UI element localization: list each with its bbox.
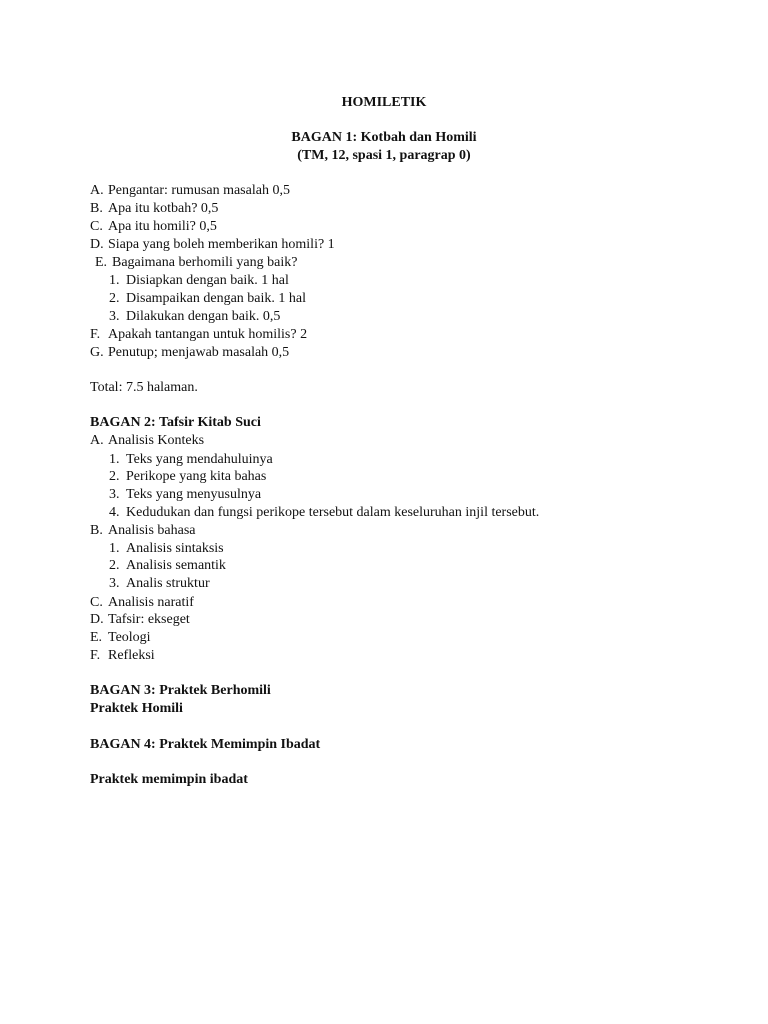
total-pages: Total: 7.5 halaman. [90,380,198,395]
list-item-text: Dilakukan dengan baik. 0,5 [126,309,281,324]
list-item-text: Perikope yang kita bahas [126,469,267,484]
list-item-text: Teks yang menyusulnya [126,487,262,502]
part3-subheading: Praktek Homili [90,701,183,716]
list-item-text: Disampaikan dengan baik. 1 hal [126,291,307,306]
list-marker: 3. [109,576,120,591]
list-item-text: Teks yang mendahuluinya [126,452,273,467]
list-item-text: Analisis semantik [126,558,226,573]
list-marker: 2. [109,469,120,484]
list-marker: 1. [109,452,120,467]
list-marker: G. [90,345,104,360]
list-item-text: Analisis Konteks [108,433,205,448]
list-item [90,236,335,254]
list-item [90,647,155,665]
list-item [90,200,218,218]
list-item-text: Analisis sintaksis [126,541,224,556]
list-item [109,451,273,469]
list-item-text: Bagaimana berhomili yang baik? [112,255,298,270]
list-item [90,432,204,450]
list-marker: D. [90,612,104,627]
list-marker: 1. [109,273,120,288]
list-item-text: Siapa yang boleh memberikan homili? 1 [108,237,335,252]
list-item-text: Penutup; menjawab masalah 0,5 [108,345,290,360]
list-item [90,522,195,540]
part4-subheading: Praktek memimpin ibadat [90,772,248,787]
list-marker: A. [90,433,104,448]
list-marker: A. [90,183,104,198]
list-item-text: Analis struktur [126,576,210,591]
list-marker: F. [90,327,101,342]
list-marker: 2. [109,291,120,306]
list-item [90,629,151,647]
list-item [95,254,297,272]
list-item [109,290,306,308]
list-item [90,594,194,612]
list-item [90,218,217,236]
part2-heading: BAGAN 2: Tafsir Kitab Suci [90,415,261,430]
list-marker: E. [95,255,108,270]
document-title: HOMILETIK [341,95,427,110]
list-item [109,486,261,504]
list-item [109,308,280,326]
list-item-text: Apa itu kotbah? 0,5 [108,201,219,216]
part1-heading: BAGAN 1: Kotbah dan Homili [291,130,477,145]
list-item [90,611,190,629]
part3-heading: BAGAN 3: Praktek Berhomili [90,683,271,698]
list-marker: B. [90,523,103,538]
list-item-text: Tafsir: ekseget [108,612,190,627]
part1-subheading: (TM, 12, spasi 1, paragrap 0) [297,148,471,163]
list-item [109,468,266,486]
list-item-text: Disiapkan dengan baik. 1 hal [126,273,289,288]
list-marker: B. [90,201,103,216]
list-item-text: Apakah tantangan untuk homilis? 2 [108,327,308,342]
list-marker: 3. [109,487,120,502]
part4-heading: BAGAN 4: Praktek Memimpin Ibadat [90,737,321,752]
list-item [109,272,289,290]
list-marker: C. [90,595,103,610]
list-item [90,326,307,344]
list-marker: 4. [109,505,120,520]
list-item-text: Analisis naratif [108,595,194,610]
list-item [109,504,539,522]
list-marker: D. [90,237,104,252]
list-marker: 1. [109,541,120,556]
list-item [109,575,210,593]
list-marker: F. [90,648,101,663]
list-item [90,344,289,362]
list-marker: 2. [109,558,120,573]
list-item [90,182,290,200]
list-marker: C. [90,219,103,234]
list-item-text: Refleksi [108,648,155,663]
list-item-text: Pengantar: rumusan masalah 0,5 [108,183,290,198]
list-item [109,540,224,558]
list-item-text: Analisis bahasa [108,523,196,538]
list-item-text: Teologi [108,630,151,645]
list-item-text: Apa itu homili? 0,5 [108,219,217,234]
list-marker: 3. [109,309,120,324]
list-item [109,557,226,575]
list-marker: E. [90,630,103,645]
list-item-text: Kedudukan dan fungsi perikope tersebut dalam keseluruhan injil tersebut. [126,505,540,520]
